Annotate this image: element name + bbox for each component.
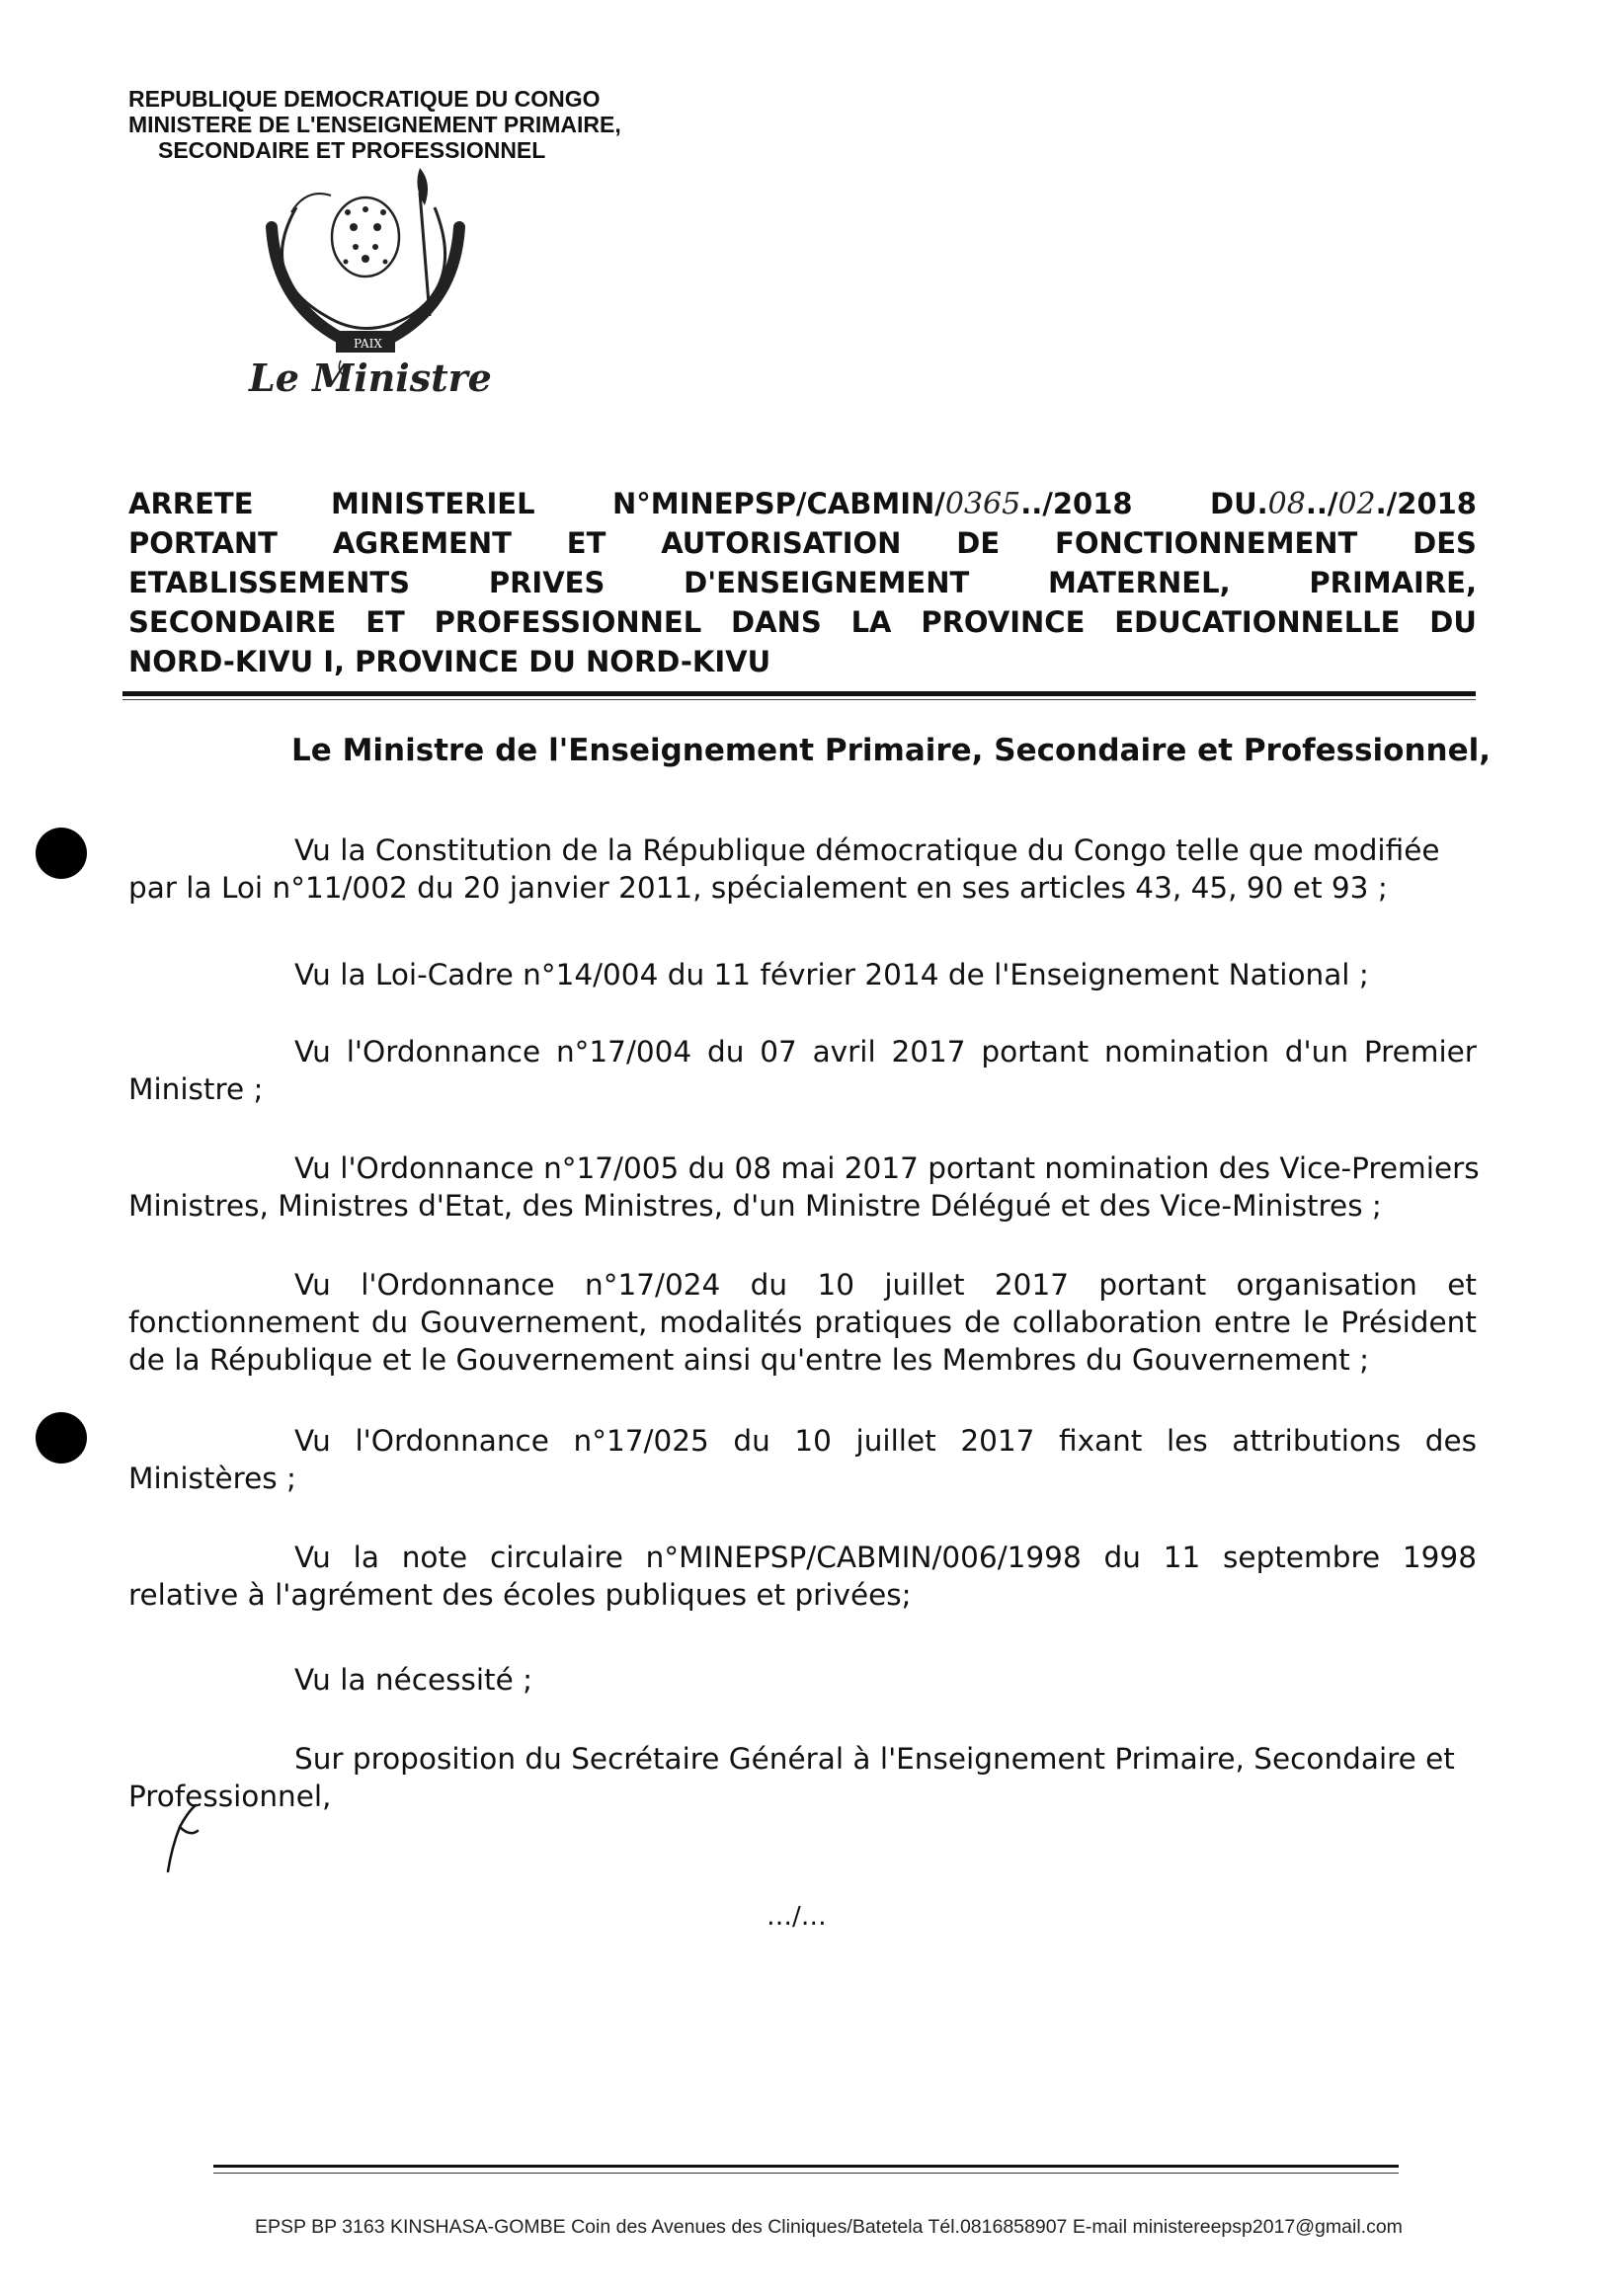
title-line-2: PORTANT AGREMENT ET AUTORISATION DE FONCTIONNEMENT DES [128,526,1477,560]
hole-punch-mark [36,828,87,879]
handwritten-decree-number: 0365 [944,487,1021,521]
letterhead-ministry: MINISTERE DE L'ENSEIGNEMENT PRIMAIRE, [128,112,621,137]
letterhead-country: REPUBLIQUE DEMOCRATIQUE DU CONGO [128,86,601,112]
decree-title [128,484,1477,681]
preamble-constitution: Vu la Constitution de la République démocratique du Congo telle que modifiée par la Loi n°11/002 du 20 janvier 2011, spécialement en ses articles 43, 45, 90 et 93 ; [128,833,1440,905]
title-line-4: SECONDAIRE ET PROFESSIONNEL DANS LA PROVINCE EDUCATIONNELLE DU [128,605,1477,639]
preamble-necessite: Vu la nécessité ; [294,1663,533,1697]
title-divider [122,691,1476,696]
page-continuation: …/… [767,1902,827,1932]
leopard-emblem-icon [237,168,484,375]
emblem-motto-bottom: PAIX [354,337,382,351]
preamble-proposition: Sur proposition du Secrétaire Général à l'Enseignement Primaire, Secondaire et Professionnel, [128,1742,1455,1813]
preamble-loi-cadre: Vu la Loi-Cadre n°14/004 du 11 février 2014 de l'Enseignement National ; [294,958,1369,991]
footer-divider [213,2165,1399,2168]
title-line-3: ETABLISSEMENTS PRIVES D'ENSEIGNEMENT MATERNEL, PRIMAIRE, [128,566,1477,599]
preamble-ordonnance-024: Vu l'Ordonnance n°17/024 du 10 juillet 2017 portant organisation et fonctionnement du Gouvernement, modalités pratiques de collaboration entre le Président de la République et le Gouvernement ainsi qu'entre les Membres du Gouvernement ; [128,1268,1477,1377]
signature-title: Le Ministre [249,356,492,400]
title-line-5: NORD-KIVU I, PROVINCE DU NORD-KIVU [128,645,771,678]
preamble-ordonnance-025: Vu l'Ordonnance n°17/025 du 10 juillet 2017 fixant les attributions des Ministères ; [128,1424,1477,1495]
coat-of-arms-emblem [237,168,484,375]
handwritten-day: 08 [1267,487,1306,521]
preamble-ordonnance-005: Vu l'Ordonnance n°17/005 du 08 mai 2017 portant nomination des Vice-Premiers Ministres, Ministres d'Etat, des Ministres, d'un Ministre Délégué et des Vice-Ministres ; [128,1151,1480,1223]
handwritten-initial-mark [158,1797,217,1876]
preamble-note-circulaire: Vu la note circulaire n°MINEPSP/CABMIN/006/1998 du 11 septembre 1998 relative à l'agrément des écoles publiques et privées; [128,1541,1477,1612]
title-line-1: ARRETE MINISTERIEL N°MINEPSP/CABMIN/0365../2018 DU.08../02./2018 [128,484,1477,523]
minister-heading: Le Ministre de l'Enseignement Primaire, Secondaire et Professionnel, [291,733,1492,768]
footer-address: EPSP BP 3163 KINSHASA-GOMBE Coin des Avenues des Cliniques/Batetela Tél.0816858907 E-mail ministereepsp2017@gmail.com [255,2216,1403,2238]
hole-punch-mark [36,1412,87,1464]
letterhead-ministry-cont: SECONDAIRE ET PROFESSIONNEL [158,137,546,163]
preamble-ordonnance-004: Vu l'Ordonnance n°17/004 du 07 avril 2017 portant nomination d'un Premier Ministre ; [128,1035,1477,1106]
handwritten-month: 02 [1337,487,1376,521]
title-divider-thin [122,699,1476,700]
footer-divider-thin [213,2173,1399,2174]
